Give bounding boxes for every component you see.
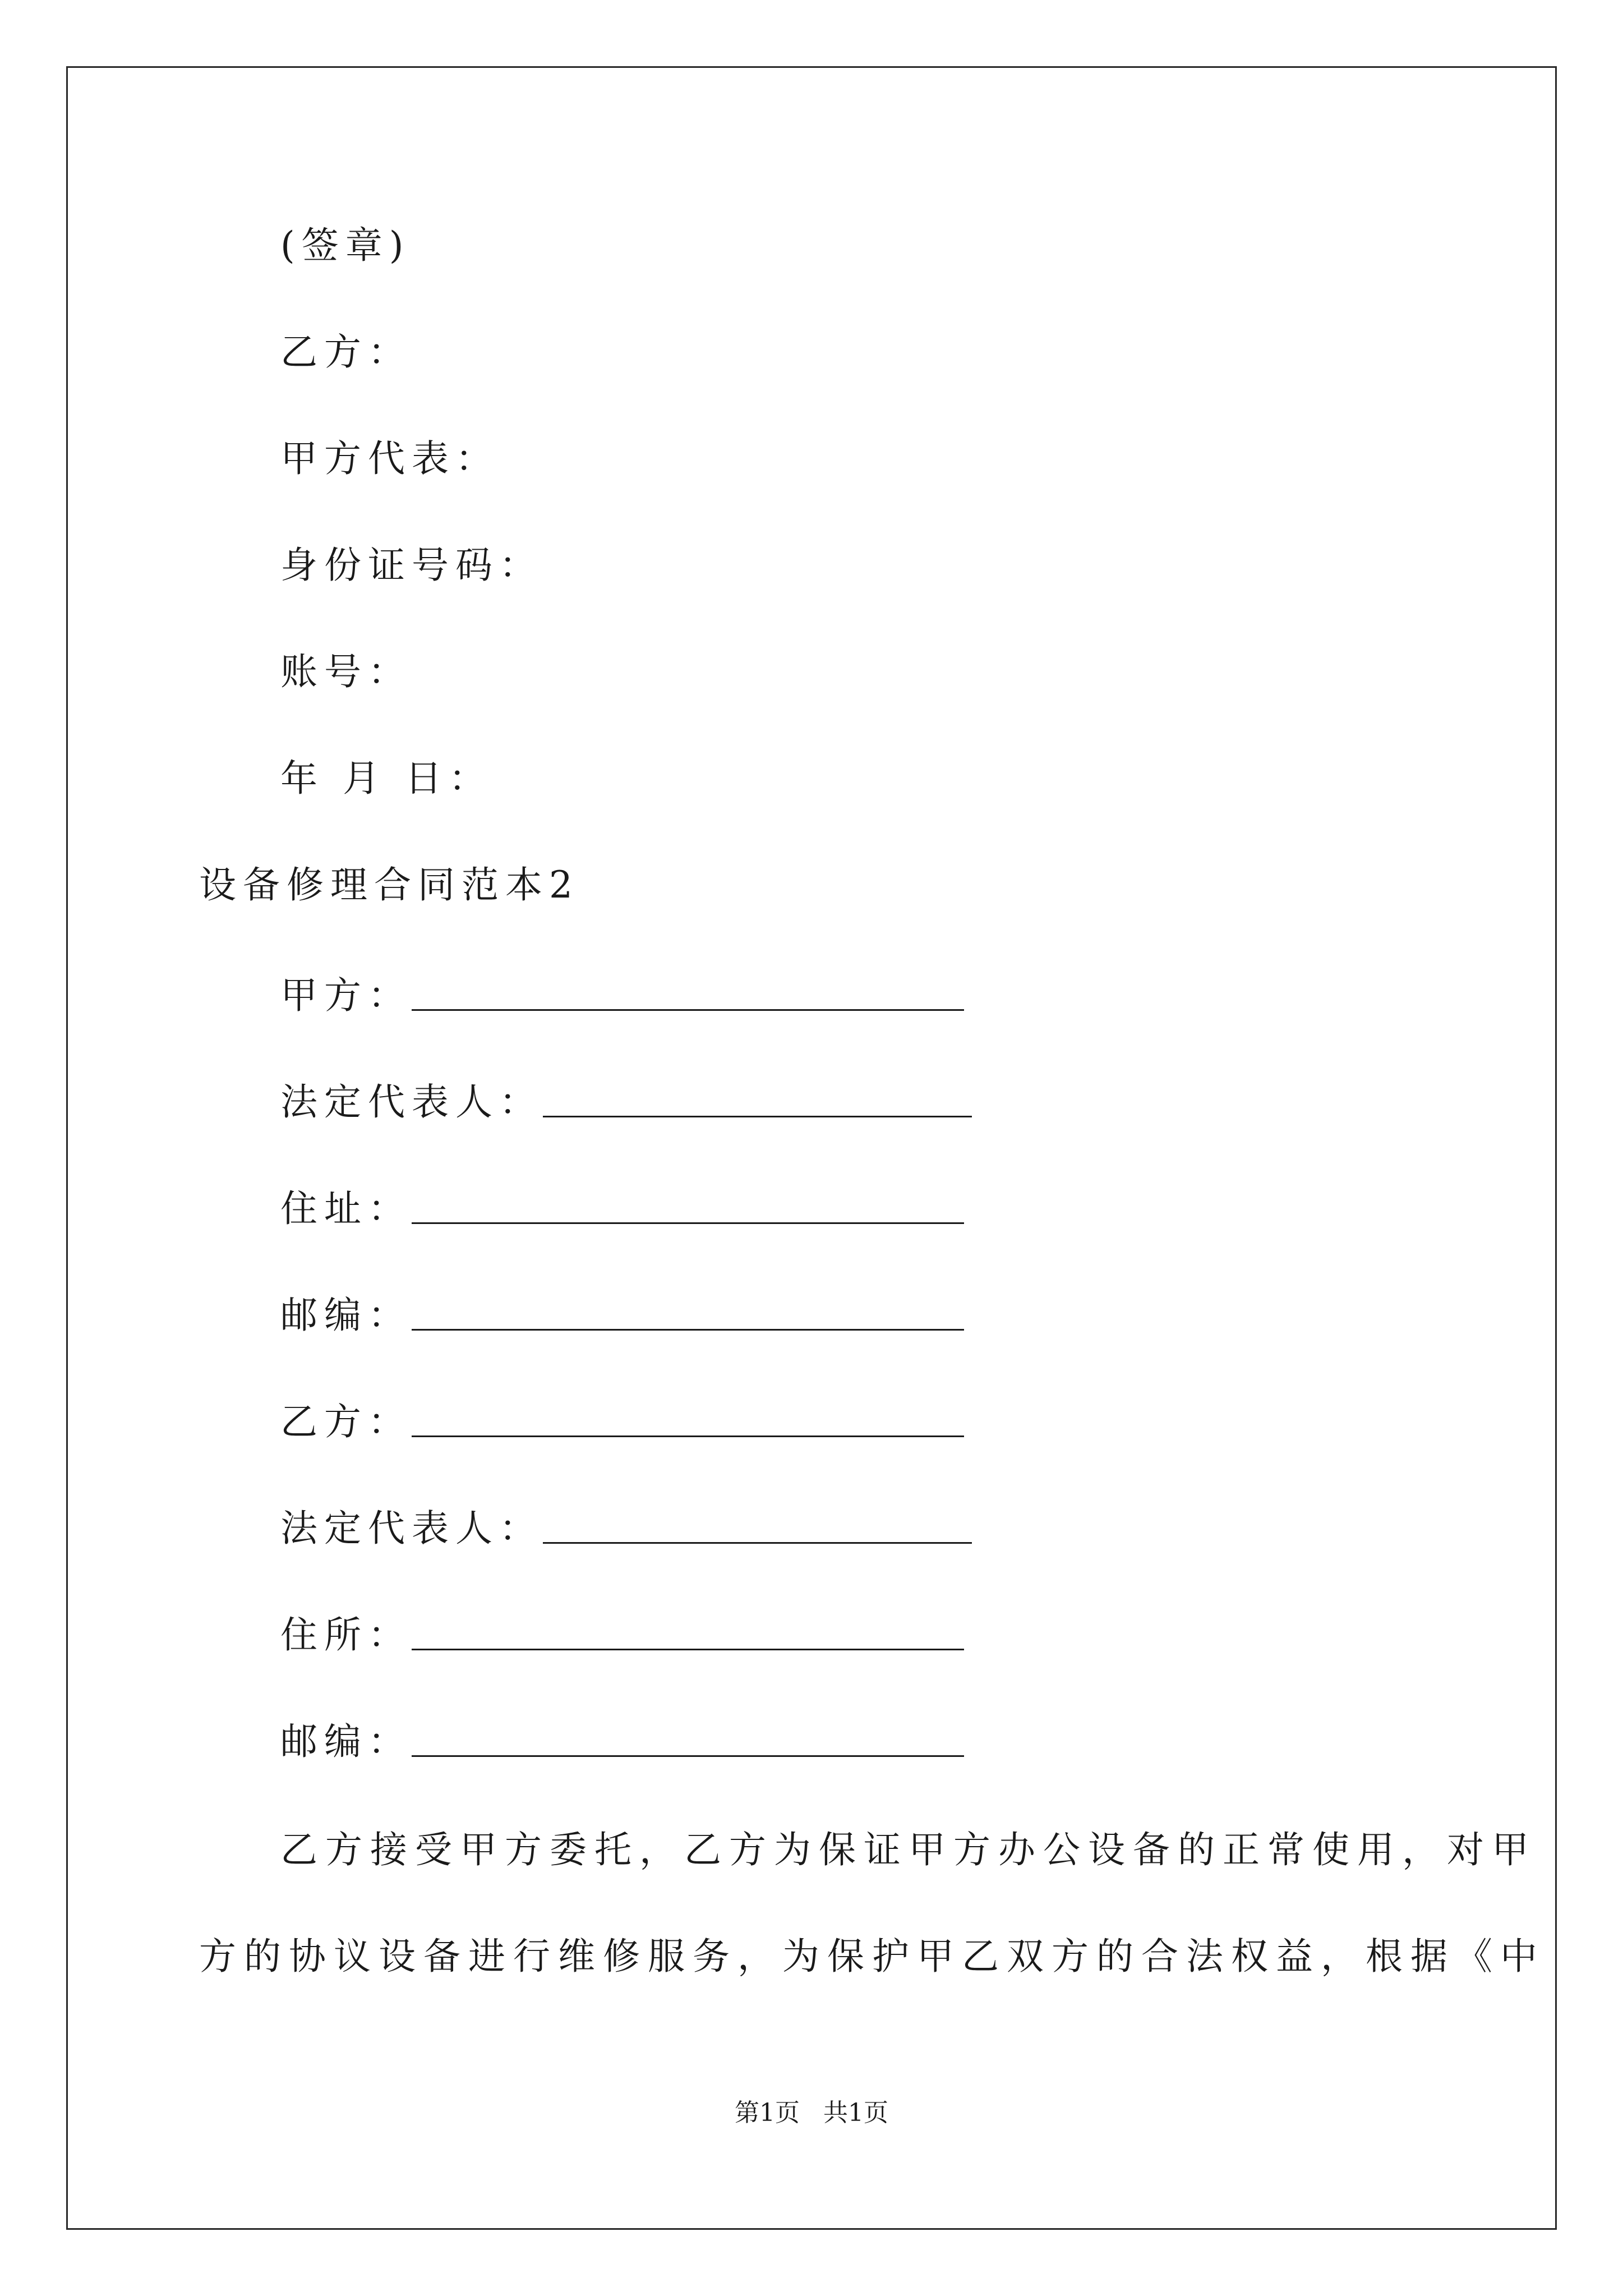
- party-a-representative-line: 甲方代表：: [280, 437, 499, 480]
- field-label: 住所：: [280, 1613, 412, 1657]
- field-label: 法定代表人：: [280, 1080, 543, 1124]
- field-label: 住址：: [280, 1187, 412, 1230]
- paragraph-line-2: 方的协议设备进行维修服务，为保护甲乙双方的合法权益，根据《中: [199, 1935, 1545, 1978]
- field-residence: [280, 1609, 964, 1657]
- blank-line: [543, 1542, 972, 1544]
- field-label: 法定代表人：: [280, 1507, 543, 1550]
- page-border: [66, 66, 1557, 2230]
- field-label: 邮编：: [280, 1720, 412, 1763]
- blank-line: [412, 1222, 964, 1224]
- section-title: 设备修理合同范本2: [199, 863, 579, 907]
- blank-line: [412, 1649, 964, 1650]
- blank-line: [412, 1755, 964, 1757]
- seal-line: (签章): [280, 224, 411, 267]
- field-address: [280, 1182, 964, 1230]
- field-party-a: [280, 969, 964, 1017]
- blank-line: [412, 1435, 964, 1437]
- field-legal-representative: [280, 1076, 972, 1124]
- field-postcode: [280, 1289, 964, 1337]
- id-number-line: 身份证号码：: [280, 544, 543, 587]
- blank-line: [412, 1329, 964, 1331]
- party-b-line: 乙方：: [280, 330, 412, 374]
- account-line: 账号：: [280, 650, 412, 693]
- field-label: 邮编：: [280, 1294, 412, 1337]
- blank-line: [543, 1116, 972, 1117]
- field-label: 乙方：: [280, 1400, 412, 1443]
- field-party-b: [280, 1396, 964, 1441]
- field-postcode-b: [280, 1715, 964, 1763]
- page-footer: 第1页 共1页: [735, 2099, 888, 2127]
- field-label: 甲方：: [280, 974, 412, 1017]
- date-line: 年 月 日：: [280, 757, 492, 800]
- paragraph-line-1: 乙方接受甲方委托，乙方为保证甲方办公设备的正常使用，对甲: [280, 1828, 1537, 1871]
- field-legal-representative-b: [280, 1502, 972, 1550]
- blank-line: [412, 1009, 964, 1011]
